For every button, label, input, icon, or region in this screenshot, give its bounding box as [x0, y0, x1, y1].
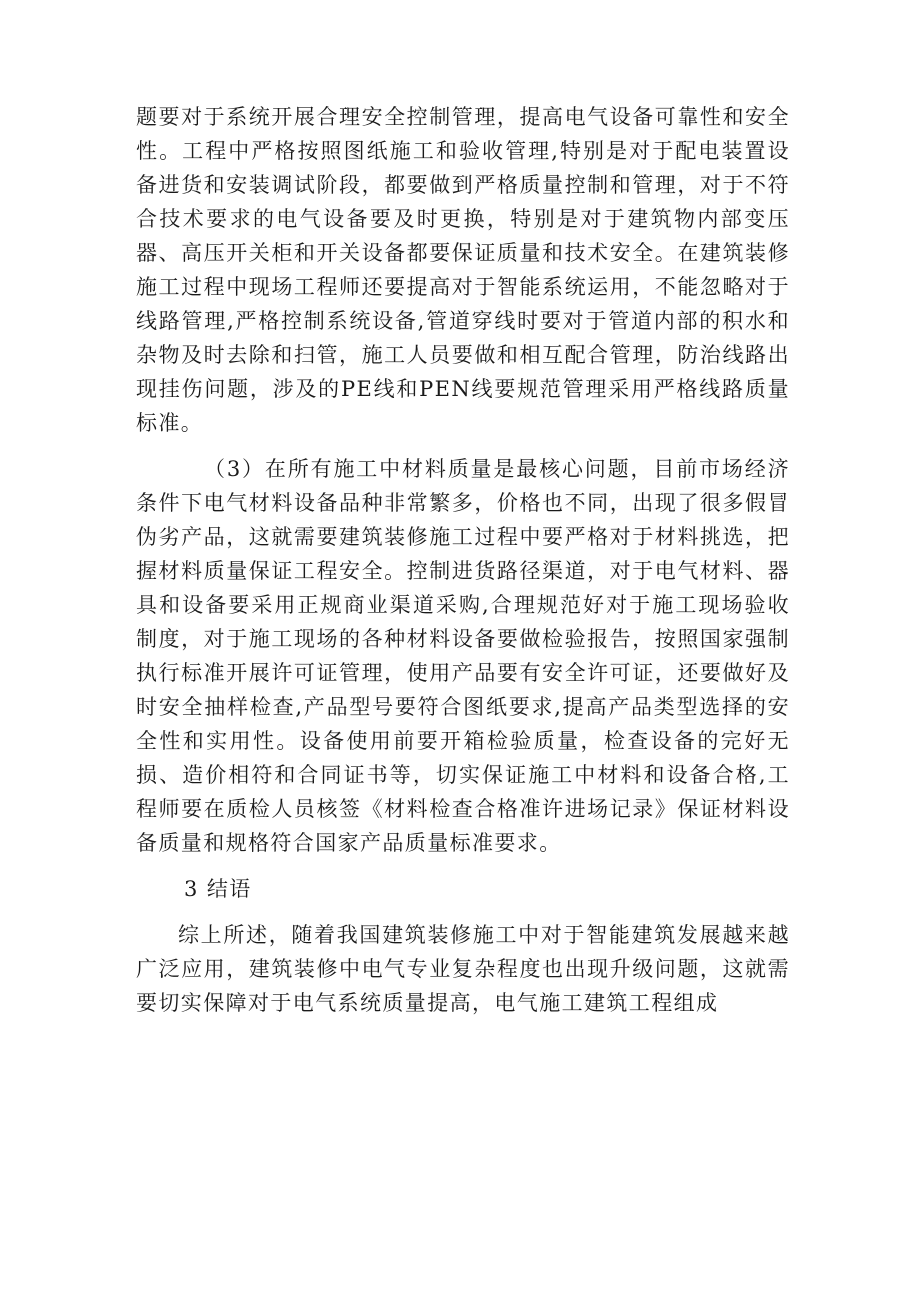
document-page [136, 100, 790, 1020]
paragraph-material-quality: （3）在所有施工中材料质量是最核心问题，目前市场经济条件下电气材料设备品种非常繁多，价格也不同，出现了很多假冒伪劣产品，这就需要建筑装修施工过程中要严格对于材料挑选，把握材料质量保证工程安全。控制进货路径渠道，对于电气材料、器具和设备要采用正规商业渠道采购,合理规范好对于施工现场验收制度，对于施工现场的各种材料设备要做检验报告，按照国家强制执行标准开展许可证管理，使用产品要有安全许可证，还要做好及时安全抽样检查,产品型号要符合图纸要求,提高产品类型选择的安全性和实用性。设备使用前要开箱检验质量，检查设备的完好无损、造价相符和合同证书等，切实保证施工中材料和设备合格,工程师要在质检人员核签《材料检查合格准许进场记录》保证材料设备质量和规格符合国家产品质量标准要求。 [136, 457, 790, 855]
section-heading: 3 结语 [184, 877, 252, 901]
paragraph-conclusion: 综上所述，随着我国建筑装修施工中对于智能建筑发展越来越广泛应用，建筑装修中电气专业复杂程度也出现升级问题，这就需要切实保障对于电气系统质量提高，电气施工建筑工程组成 [136, 923, 790, 1015]
paragraph-continuation: 题要对于系统开展合理安全控制管理，提高电气设备可靠性和安全性。工程中严格按照图纸施工和验收管理,特别是对于配电装置设备进货和安装调试阶段，都要做到严格质量控制和管理，对于不符合技术要求的电气设备要及时更换，特别是对于建筑物内部变压器、高压开关柜和开关设备都要保证质量和技术安全。在建筑装修施工过程中现场工程师还要提高对于智能系统运用，不能忽略对于线路管理,严格控制系统设备,管道穿线时要对于管道内部的积水和杂物及时去除和扫管，施工人员要做和相互配合管理，防治线路出现挂伤问题，涉及的PE线和PEN线要规范管理采用严格线路质量标准。 [136, 105, 790, 435]
